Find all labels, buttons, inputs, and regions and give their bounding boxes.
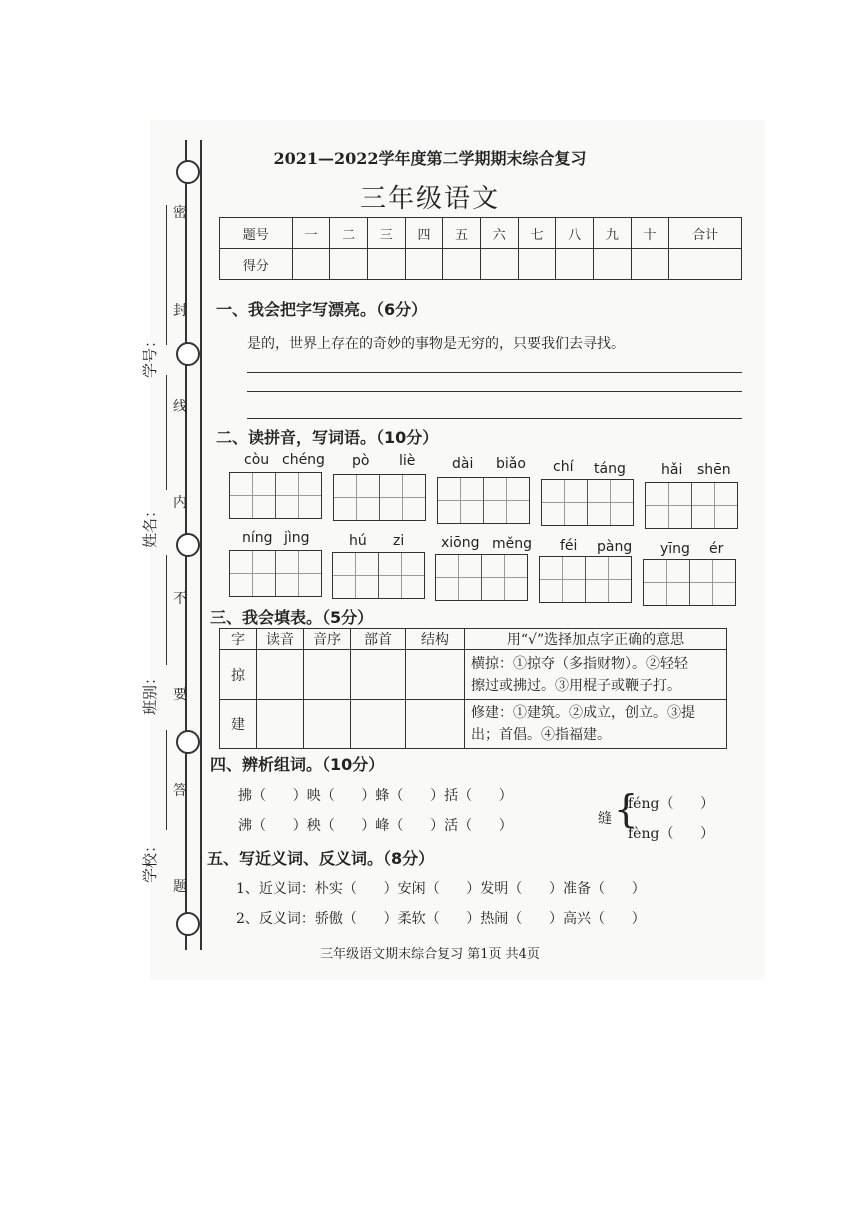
pinyin: jìng — [284, 530, 310, 546]
grid-cell[interactable] — [586, 557, 631, 602]
char-grid[interactable] — [645, 482, 738, 529]
pinyin: xiōng — [441, 535, 480, 551]
grid-cell[interactable] — [276, 551, 321, 596]
score-header-row — [220, 218, 742, 249]
char-grid[interactable] — [539, 556, 632, 603]
fill-blank[interactable] — [304, 700, 351, 749]
pinyin: pò — [352, 453, 370, 469]
score-cell[interactable] — [443, 249, 481, 280]
grid-cell[interactable] — [690, 560, 735, 605]
pinyin: chí — [553, 459, 574, 475]
fill-table — [219, 628, 727, 749]
score-cell[interactable] — [631, 249, 669, 280]
writing-line[interactable] — [247, 372, 742, 373]
seal-char: 密 — [173, 205, 187, 221]
fill-row — [220, 700, 727, 749]
seal-char: 内 — [173, 495, 187, 511]
score-header-cell: 题号 — [220, 218, 293, 249]
pinyin: hú — [349, 533, 367, 549]
score-cell[interactable] — [669, 249, 742, 280]
fill-char: 掠 — [220, 650, 257, 700]
section5-heading: 五、写近义词、反义词。（8分） — [207, 849, 435, 868]
score-header-cell: 七 — [518, 218, 556, 249]
word-group-line[interactable]: 沸（ ）秧（ ）峰（ ）活（ ） — [238, 818, 513, 834]
grid-cell[interactable] — [333, 553, 379, 598]
pronunciation-option[interactable]: féng（ ） — [628, 796, 715, 812]
pinyin: chéng — [282, 452, 325, 468]
exam-subtitle: 2021—2022学年度第二学期期末综合复习 — [273, 149, 587, 168]
seal-char: 线 — [173, 399, 187, 415]
name-label: 姓名： — [141, 502, 160, 549]
pinyin: níng — [242, 530, 273, 546]
seal-char: 要 — [173, 687, 187, 703]
seal-char: 不 — [173, 591, 187, 607]
binding-hole — [176, 342, 200, 366]
grid-cell[interactable] — [230, 551, 276, 596]
grid-cell[interactable] — [436, 555, 482, 600]
grid-cell[interactable] — [692, 483, 737, 528]
fill-char: 建 — [220, 700, 257, 749]
char-grid[interactable] — [229, 550, 322, 597]
word-group-line[interactable]: 拂（ ）映（ ）蜂（ ）括（ ） — [238, 788, 513, 804]
pinyin: hǎi — [661, 462, 683, 478]
pinyin: dài — [452, 456, 474, 472]
grid-cell[interactable] — [484, 478, 529, 523]
pinyin: shēn — [697, 462, 731, 478]
score-cell[interactable] — [593, 249, 631, 280]
pinyin: zi — [393, 533, 405, 549]
antonym-line[interactable]: 2、反义词：骄傲（ ）柔软（ ）热闹（ ）高兴（ ） — [236, 911, 646, 927]
binding-line-outer — [200, 140, 202, 950]
score-header-cell: 一 — [292, 218, 330, 249]
pinyin: féi — [560, 538, 578, 554]
score-header-cell: 六 — [480, 218, 518, 249]
binding-hole — [176, 533, 200, 557]
score-cell[interactable] — [330, 249, 368, 280]
grid-cell[interactable] — [644, 560, 690, 605]
fill-header-cell: 读音 — [257, 629, 304, 650]
score-value-row — [220, 249, 742, 280]
fill-header-cell: 用“√”选择加点字正确的意思 — [465, 629, 727, 650]
char-grid[interactable] — [643, 559, 736, 606]
grid-cell[interactable] — [230, 473, 276, 518]
score-header-cell: 四 — [405, 218, 443, 249]
fill-meaning[interactable] — [465, 700, 727, 749]
fill-header-row — [220, 629, 727, 650]
score-header-cell: 二 — [330, 218, 368, 249]
section2-heading: 二、读拼音，写词语。（10分） — [216, 428, 439, 447]
meaning-line: 擦过或拂过。③用棍子或鞭子打。 — [471, 677, 681, 694]
grid-cell[interactable] — [438, 478, 484, 523]
fill-row — [220, 650, 727, 700]
grid-cell[interactable] — [276, 473, 321, 518]
exam-title: 三年级语文 — [359, 184, 500, 214]
writing-line[interactable] — [247, 418, 742, 419]
seal-char: 题 — [173, 879, 187, 895]
char-grid[interactable] — [333, 474, 426, 521]
score-cell[interactable] — [480, 249, 518, 280]
class-field[interactable] — [166, 555, 167, 665]
score-cell[interactable] — [367, 249, 405, 280]
binding-hole — [176, 912, 200, 936]
score-row-label: 得分 — [220, 249, 293, 280]
fill-header-cell: 字 — [220, 629, 257, 650]
char-grid[interactable] — [332, 552, 425, 599]
fill-blank[interactable] — [351, 650, 406, 700]
class-label: 班别： — [141, 669, 160, 716]
grid-cell[interactable] — [646, 483, 692, 528]
char-grid[interactable] — [541, 479, 634, 526]
score-header-cell: 合计 — [669, 218, 742, 249]
char-grid[interactable] — [229, 472, 322, 519]
fill-blank[interactable] — [351, 700, 406, 749]
brace-icon: { — [614, 787, 639, 831]
score-header-cell: 十 — [631, 218, 669, 249]
binding-hole — [176, 730, 200, 754]
page-footer: 三年级语文期末综合复习 第1页 共4页 — [320, 947, 540, 962]
student-id-field[interactable] — [166, 205, 167, 345]
grid-cell[interactable] — [588, 480, 633, 525]
pronunciation-option[interactable]: fèng（ ） — [628, 826, 715, 842]
char-grid[interactable] — [437, 477, 530, 524]
fill-meaning[interactable] — [465, 650, 727, 700]
grid-cell[interactable] — [482, 555, 527, 600]
student-id-label: 学号： — [141, 332, 160, 379]
pinyin: pàng — [597, 539, 633, 555]
char-grid[interactable] — [435, 554, 528, 601]
pinyin: yīng — [660, 541, 690, 557]
synonym-line[interactable]: 1、近义词：朴实（ ）安闲（ ）发明（ ）准备（ ） — [236, 881, 646, 897]
pinyin: biǎo — [496, 456, 526, 472]
meaning-line: 修建：①建筑。②成立，创立。③提 — [471, 705, 695, 721]
pinyin: měng — [492, 536, 533, 552]
grid-cell[interactable] — [380, 475, 425, 520]
score-header-cell: 九 — [593, 218, 631, 249]
school-field[interactable] — [166, 730, 167, 830]
fill-blank[interactable] — [406, 650, 465, 700]
section1-sentence: 是的，世界上存在的奇妙的事物是无穷的，只要我们去寻找。 — [247, 336, 625, 352]
pinyin: táng — [594, 461, 626, 477]
score-cell[interactable] — [556, 249, 594, 280]
score-header-cell: 八 — [556, 218, 594, 249]
grid-cell[interactable] — [334, 475, 380, 520]
seal-char: 答 — [173, 783, 187, 799]
score-header-cell: 五 — [443, 218, 481, 249]
fill-header-cell: 结构 — [406, 629, 465, 650]
fill-blank[interactable] — [257, 700, 304, 749]
score-table — [219, 217, 742, 280]
section1-heading: 一、我会把字写漂亮。（6分） — [216, 300, 428, 319]
pinyin: còu — [244, 452, 270, 468]
pinyin: ér — [709, 541, 724, 557]
fill-blank[interactable] — [406, 700, 465, 749]
score-cell[interactable] — [405, 249, 443, 280]
writing-line[interactable] — [247, 391, 742, 392]
grid-cell[interactable] — [542, 480, 588, 525]
section3-heading: 三、我会填表。（5分） — [210, 608, 374, 627]
score-header-cell: 三 — [367, 218, 405, 249]
section4-heading: 四、辨析组词。（10分） — [210, 755, 385, 774]
name-field[interactable] — [166, 375, 167, 490]
pinyin: liè — [399, 453, 416, 469]
meaning-line: 横掠：①掠夺（多指财物）。②轻轻 — [471, 655, 688, 672]
fill-header-cell: 音序 — [304, 629, 351, 650]
seal-char: 封 — [173, 303, 187, 319]
school-label: 学校： — [141, 837, 160, 884]
fill-blank[interactable] — [257, 650, 304, 700]
fill-blank[interactable] — [304, 650, 351, 700]
polyphonic-char: 缝 — [598, 811, 612, 827]
grid-cell[interactable] — [379, 553, 424, 598]
meaning-line: 出；首倡。④指福建。 — [471, 727, 611, 743]
score-cell[interactable] — [292, 249, 330, 280]
score-cell[interactable] — [518, 249, 556, 280]
grid-cell[interactable] — [540, 557, 586, 602]
fill-header-cell: 部首 — [351, 629, 406, 650]
